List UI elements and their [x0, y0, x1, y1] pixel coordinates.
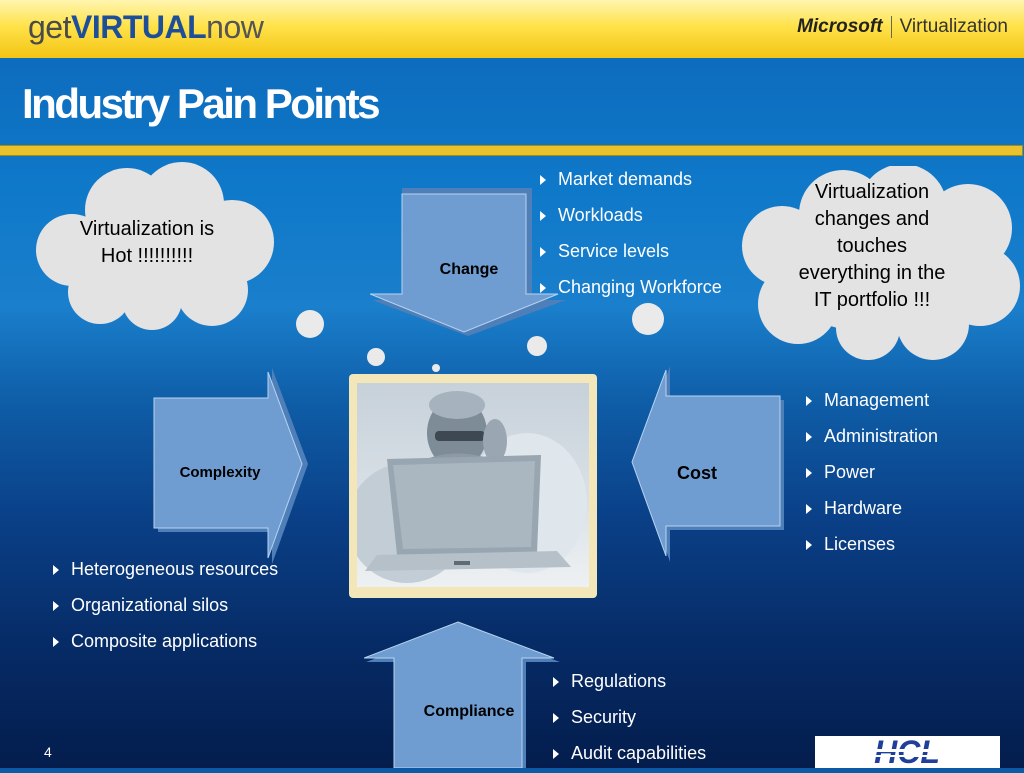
list-item-text: Organizational silos	[71, 595, 229, 615]
arrow-complexity-label: Complexity	[179, 464, 261, 481]
bullet-triangle-icon	[540, 247, 546, 257]
logo-divider	[891, 16, 892, 38]
list-item	[806, 490, 938, 526]
thought-cloud-right	[738, 166, 1024, 362]
list-item-text: Management	[824, 390, 930, 410]
microsoft-wordmark: Microsoft	[797, 16, 883, 38]
list-item	[553, 663, 706, 699]
bullet-triangle-icon	[806, 432, 812, 442]
photo-illustration	[357, 383, 589, 587]
list-item	[53, 587, 278, 623]
cloud-right-text: Virtualization changes and touches everything in the IT portfolio !!!	[798, 181, 946, 311]
list-item-text: Composite applications	[71, 631, 258, 651]
hcl-logo	[815, 736, 1000, 768]
bullet-triangle-icon	[806, 468, 812, 478]
list-item	[553, 699, 706, 735]
cloud-left-text: Virtualization is Hot !!!!!!!!!!	[79, 218, 215, 267]
bullet-triangle-icon	[553, 677, 559, 687]
arrow-compliance-label: Compliance	[423, 703, 515, 720]
list-item	[806, 526, 938, 562]
list-item	[540, 161, 722, 197]
list-item	[540, 197, 722, 233]
list-item	[53, 551, 278, 587]
brand-get: get	[28, 9, 71, 45]
header-bar	[0, 0, 1024, 58]
title-underline	[0, 145, 1023, 156]
arrow-compliance	[364, 620, 564, 768]
microsoft-virtualization-logo	[797, 16, 1008, 38]
page-title: Industry Pain Points	[22, 80, 379, 127]
list-item-text: Service levels	[558, 241, 670, 261]
bullet-triangle-icon	[53, 601, 59, 611]
bullet-triangle-icon	[806, 504, 812, 514]
compliance-list	[553, 663, 706, 771]
thought-bubble	[432, 364, 440, 372]
bullet-triangle-icon	[806, 540, 812, 550]
list-item-text: Security	[571, 707, 637, 727]
list-item-text: Market demands	[558, 169, 693, 189]
bullet-triangle-icon	[806, 396, 812, 406]
bullet-triangle-icon	[53, 637, 59, 647]
change-list	[540, 161, 722, 305]
cost-list	[806, 382, 938, 562]
list-item	[806, 454, 938, 490]
page-number: 4	[44, 744, 52, 760]
list-item-text: Administration	[824, 426, 939, 446]
thought-bubble	[367, 348, 385, 366]
brand-logo	[28, 9, 263, 46]
bullet-triangle-icon	[540, 283, 546, 293]
list-item	[540, 233, 722, 269]
thought-cloud-left	[32, 162, 277, 332]
stressed-man-laptop-photo	[357, 383, 589, 587]
bullet-triangle-icon	[553, 749, 559, 759]
bullet-triangle-icon	[53, 565, 59, 575]
list-item-text: Hardware	[824, 498, 903, 518]
list-item-text: Licenses	[824, 534, 896, 554]
list-item	[540, 269, 722, 305]
brand-virtual: VIRTUAL	[70, 9, 207, 45]
bullet-triangle-icon	[540, 175, 546, 185]
list-item	[53, 623, 278, 659]
list-item-text: Regulations	[571, 671, 667, 691]
hcl-logo-mark	[815, 736, 1000, 768]
arrow-cost-label: Cost	[677, 463, 717, 483]
list-item-text: Audit capabilities	[571, 743, 707, 763]
list-item-text: Changing Workforce	[558, 277, 722, 297]
list-item-text: Workloads	[558, 205, 643, 225]
list-item-text: Heterogeneous resources	[71, 559, 279, 579]
bullet-triangle-icon	[540, 211, 546, 221]
list-item	[806, 382, 938, 418]
arrow-change-label: Change	[439, 261, 499, 278]
virtualization-wordmark: Virtualization	[899, 16, 1008, 38]
list-item	[806, 418, 938, 454]
thought-bubble	[632, 303, 664, 335]
list-item-text: Power	[824, 462, 876, 482]
list-item	[553, 735, 706, 771]
complexity-list	[53, 551, 278, 659]
thought-bubble	[296, 310, 324, 338]
bullet-triangle-icon	[553, 713, 559, 723]
brand-now: now	[206, 9, 264, 45]
